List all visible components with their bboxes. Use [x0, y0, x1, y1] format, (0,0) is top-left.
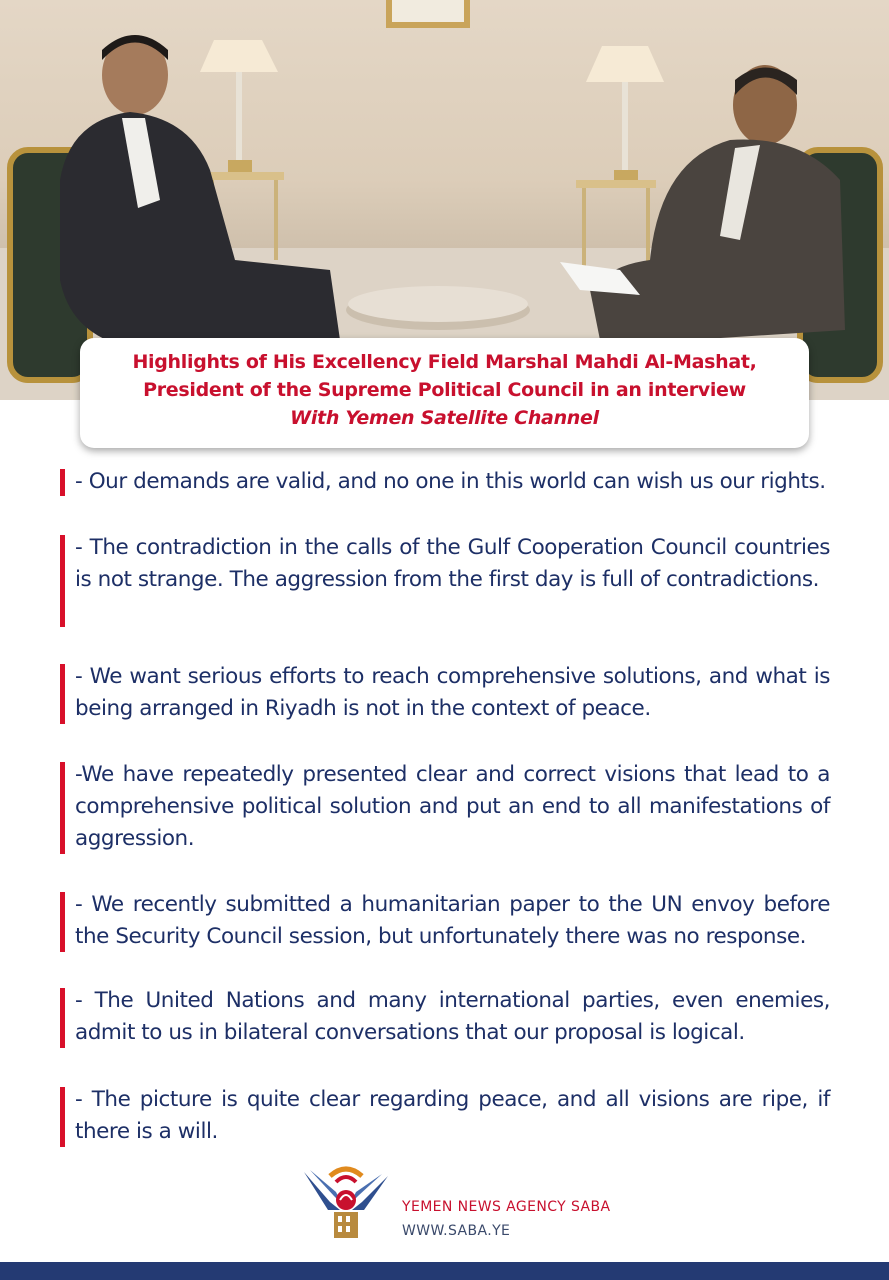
- left-person: [60, 35, 340, 345]
- agency-website-link[interactable]: WWW.SABA.YE: [402, 1223, 511, 1239]
- headline-line-2: President of the Supreme Political Council in an interview: [143, 379, 746, 401]
- headline-line-1: Highlights of His Excellency Field Marshal Mahdi Al-Mashat,: [132, 351, 757, 373]
- statement-text: - We recently submitted a humanitarian paper to the UN envoy before the Security Council session, but unfortunately there was no response.: [75, 892, 830, 949]
- statement-marker: [60, 664, 65, 724]
- statement-item: [60, 466, 830, 498]
- headline-line-3: With Yemen Satellite Channel: [290, 407, 599, 429]
- statement-marker: [60, 1087, 65, 1147]
- agency-name: YEMEN NEWS AGENCY SABA: [402, 1199, 611, 1215]
- statement-marker: [60, 762, 65, 854]
- statement-item: [60, 1084, 830, 1148]
- right-lamp: [576, 46, 664, 268]
- title-card: [80, 338, 809, 448]
- statement-text: - We want serious efforts to reach comprehensive solutions, and what is being arranged in Riyadh is not in the context of peace.: [75, 664, 830, 721]
- statement-text: - The picture is quite clear regarding peace, and all visions are ripe, if there is a will.: [75, 1087, 830, 1144]
- statement-marker: [60, 988, 65, 1048]
- statement-marker: [60, 535, 65, 627]
- statement-marker: [60, 469, 65, 496]
- statement-text: - The United Nations and many international parties, even enemies, admit to us in bilateral conversations that our proposal is logical.: [75, 988, 830, 1045]
- statement-item: [60, 759, 830, 855]
- statement-text: -We have repeatedly presented clear and correct visions that lead to a comprehensive political solution and put an end to all manifestations of aggression.: [75, 762, 830, 851]
- statement-item: [60, 889, 830, 953]
- statement-item: [60, 532, 830, 596]
- statement-marker: [60, 892, 65, 952]
- right-person: [560, 65, 845, 340]
- statement-item: [60, 985, 830, 1049]
- saba-logo-icon: [300, 1162, 392, 1244]
- bottom-bar: [0, 1262, 889, 1280]
- statement-text: - The contradiction in the calls of the Gulf Cooperation Council countries is not strange. The aggression from the first day is full of contradictions.: [75, 535, 830, 592]
- statement-item: [60, 661, 830, 725]
- statement-text: - Our demands are valid, and no one in this world can wish us our rights.: [75, 469, 826, 494]
